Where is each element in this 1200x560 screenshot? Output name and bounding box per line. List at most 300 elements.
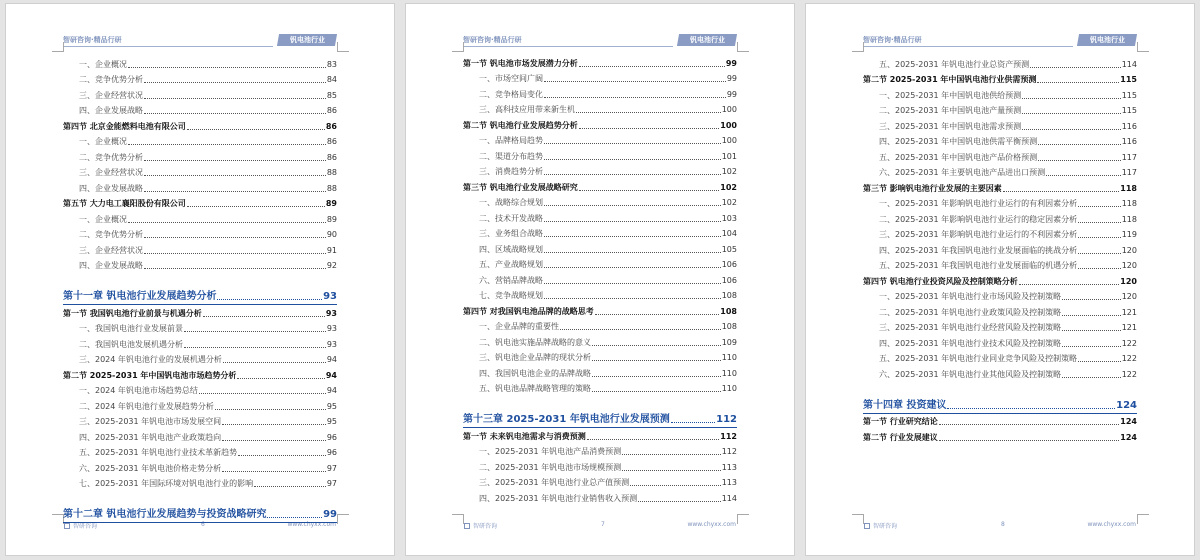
toc-page-number: 102: [721, 198, 737, 207]
toc-page-number: 93: [323, 291, 337, 302]
toc-page-number: 110: [721, 384, 737, 393]
toc-section[interactable]: [863, 70, 1137, 86]
footer-url[interactable]: www.chyxx.com: [1087, 521, 1136, 528]
corner-mark: [737, 42, 749, 52]
toc-item[interactable]: [863, 116, 1137, 132]
corner-mark: [852, 514, 864, 524]
toc-item[interactable]: [63, 225, 337, 241]
toc-page-number: 122: [1121, 338, 1137, 348]
dot-leader: [630, 485, 721, 486]
corner-mark: [337, 514, 349, 524]
toc-page-number: 102: [721, 167, 737, 176]
toc-title: 第二节 2025-2031 年中国钒电池市场趋势分析: [63, 370, 237, 380]
dot-leader: [238, 455, 326, 456]
header-tab: [1077, 34, 1137, 46]
toc-title: 第十三章 2025-2031 年钒电池行业发展预测: [463, 414, 670, 425]
toc-title: 第四节 对我国钒电池品牌的战略思考: [463, 306, 594, 316]
toc-item[interactable]: [63, 147, 337, 163]
toc-section[interactable]: [863, 412, 1137, 428]
toc-title: 三、钒电池企业品牌的现状分析: [479, 353, 591, 362]
toc-title: 一、2024 年钒电池市场趋势总结: [79, 386, 198, 395]
dot-leader: [187, 206, 325, 207]
toc-page-number: 110: [721, 353, 737, 362]
toc-page-number: 120: [1121, 245, 1137, 255]
dot-leader: [267, 517, 322, 518]
toc-item[interactable]: [463, 131, 737, 147]
logo-icon: [864, 523, 870, 529]
document-page: [5, 3, 395, 556]
dot-leader: [128, 67, 326, 68]
toc-title: 一、品牌格局趋势: [479, 136, 543, 145]
dot-leader: [544, 143, 721, 144]
toc-title: 七、2025-2031 年国际环境对钒电池行业的影响: [79, 479, 254, 488]
dot-leader: [222, 424, 326, 425]
toc-title: 一、2025-2031 年中国钒电池供给预测: [879, 90, 1022, 100]
toc-page-number: 116: [1121, 121, 1137, 131]
dot-leader: [544, 174, 721, 175]
dot-leader: [222, 471, 326, 472]
toc-section[interactable]: [63, 365, 337, 381]
dot-leader: [144, 237, 326, 238]
toc-title: 二、竞争优势分析: [79, 152, 143, 162]
toc-item[interactable]: [463, 84, 737, 100]
toc-page-number: 88: [326, 183, 337, 193]
toc-page-number: 120: [1121, 261, 1137, 270]
toc-page-number: 109: [721, 337, 737, 347]
toc-title: 第十二章 钒电池行业发展趋势与投资战略研究: [63, 509, 267, 520]
toc-page-number: 124: [1116, 399, 1137, 411]
toc-section[interactable]: [463, 426, 737, 442]
toc-item[interactable]: [463, 379, 737, 395]
toc-title: 一、2025-2031 年钒电池行业市场风险及控制策略: [879, 292, 1062, 301]
toc-item[interactable]: [463, 239, 737, 255]
dot-leader: [576, 112, 721, 113]
dot-leader: [1078, 222, 1121, 223]
dot-leader: [544, 81, 726, 82]
header-tab-label: 钒电池行业: [289, 36, 325, 44]
toc-item[interactable]: [63, 240, 337, 256]
header-tab: [677, 34, 737, 46]
dot-leader: [587, 439, 720, 440]
toc-page-number: 93: [326, 324, 337, 333]
dot-leader: [592, 391, 721, 392]
dot-leader: [1078, 268, 1121, 269]
dot-leader: [1022, 98, 1121, 99]
toc-item[interactable]: [63, 319, 337, 335]
toc-item[interactable]: [63, 350, 337, 366]
toc-title: 二、2025-2031 年影响钒电池行业运行的稳定因素分析: [879, 214, 1078, 224]
toc-section[interactable]: [863, 178, 1137, 194]
toc-item[interactable]: [63, 412, 337, 428]
toc-page-number: 121: [1121, 323, 1137, 332]
toc-title: 一、市场空间广阔: [479, 74, 543, 83]
dot-leader: [622, 470, 721, 471]
toc-page-number: 102: [720, 182, 737, 192]
toc-page-number: 112: [721, 447, 737, 456]
toc-item[interactable]: [463, 255, 737, 271]
toc-page-number: 90: [326, 230, 337, 239]
toc-item[interactable]: [63, 381, 337, 397]
toc-item[interactable]: [463, 488, 737, 504]
toc-title: 一、战略综合规划: [479, 198, 543, 207]
toc-page-number: 86: [326, 152, 337, 162]
toc-item[interactable]: [463, 224, 737, 240]
toc-item[interactable]: [463, 457, 737, 473]
toc-page-number: 106: [721, 260, 737, 269]
toc-item[interactable]: [63, 209, 337, 225]
toc-title: 一、我国钒电池行业发展前景: [79, 324, 183, 333]
toc-item[interactable]: [463, 208, 737, 224]
toc-page-number: 113: [721, 478, 737, 487]
toc-page-number: 117: [1121, 152, 1137, 162]
toc-title: 第三节 影响钒电池行业发展的主要因素: [863, 183, 1002, 193]
page-number: 6: [201, 521, 205, 528]
toc-item[interactable]: [863, 318, 1137, 334]
dot-leader: [544, 159, 721, 160]
header-tab-label: 钒电池行业: [689, 36, 725, 44]
document-page: [805, 3, 1195, 556]
toc-title: 六、2025-2031 年钒电池行业其他风险及控制策略: [879, 369, 1062, 379]
toc-page-number: 108: [721, 291, 737, 300]
toc-item[interactable]: [463, 473, 737, 489]
toc-title: 第一节 未来钒电池需求与消费预测: [463, 431, 586, 441]
toc-title: 二、2024 年钒电池行业发展趋势分析: [79, 401, 214, 411]
toc-page-number: 115: [1120, 75, 1137, 84]
toc-page-number: 122: [1121, 369, 1137, 379]
dot-leader: [144, 113, 326, 114]
dot-leader: [1038, 160, 1121, 161]
toc-page-number: 110: [721, 368, 737, 378]
toc-title: 四、2025-2031 年钒电池产业政策趋向: [79, 432, 222, 442]
toc-page-number: 91: [326, 245, 337, 255]
dot-leader: [579, 190, 720, 191]
header-tab: [277, 34, 337, 46]
toc-title: 五、2025-2031 年我国钒电池行业发展面临的机遇分析: [879, 261, 1078, 270]
toc-page-number: 93: [325, 308, 337, 318]
dot-leader: [144, 253, 326, 254]
toc-title: 三、消费趋势分析: [479, 167, 543, 176]
toc-item[interactable]: [863, 147, 1137, 163]
toc-item[interactable]: [863, 163, 1137, 179]
toc-section[interactable]: [863, 427, 1137, 443]
header-divider: [863, 46, 1073, 47]
toc-section[interactable]: [863, 271, 1137, 287]
toc-title: 五、2025-2031 年中国钒电池产品价格预测: [879, 152, 1038, 162]
toc-page-number: 115: [1121, 90, 1137, 100]
toc-page-number: 118: [1121, 199, 1137, 208]
toc-page-number: 108: [721, 322, 737, 331]
toc-item[interactable]: [463, 348, 737, 364]
dot-leader: [544, 236, 721, 237]
dot-leader: [544, 252, 721, 253]
dot-leader: [579, 66, 725, 67]
toc-chapter[interactable]: [63, 283, 337, 305]
toc-title: 一、企业概况: [79, 59, 127, 69]
toc-page-number: 85: [326, 90, 337, 100]
toc-section[interactable]: [463, 53, 737, 69]
toc-title: 四、2025-2031 年我国钒电池行业发展面临的挑战分析: [879, 245, 1078, 255]
toc-title: 第二节 行业发展建议: [863, 432, 938, 442]
toc-title: 第二节 2025-2031 年中国钒电池行业供需预测: [863, 75, 1037, 84]
toc-page-number: 105: [721, 244, 737, 254]
toc-page-number: 120: [1121, 292, 1137, 301]
document-page: [405, 3, 795, 556]
toc-title: 第五节 大力电工襄阳股份有限公司: [63, 199, 186, 208]
logo-icon: [64, 523, 70, 529]
toc-page-number: 106: [721, 275, 737, 285]
footer-url[interactable]: www.chyxx.com: [687, 521, 736, 528]
header-logo: 智研咨询·精品行研: [63, 36, 122, 44]
toc-item[interactable]: [863, 287, 1137, 303]
toc-title: 三、2025-2031 年中国钒电池需求预测: [879, 121, 1022, 131]
toc-item[interactable]: [63, 474, 337, 490]
toc-page-number: 100: [721, 136, 737, 145]
toc-item[interactable]: [463, 332, 737, 348]
toc-item[interactable]: [463, 442, 737, 458]
toc-page-number: 119: [1121, 230, 1137, 239]
dot-leader: [939, 424, 1120, 425]
toc-title: 三、高科技应用带来新生机: [479, 105, 575, 114]
toc-title: 二、2025-2031 年钒电池市场规模预测: [479, 462, 622, 472]
dot-leader: [144, 98, 326, 99]
toc-page-number: 118: [1121, 214, 1137, 224]
toc-page-number: 96: [326, 448, 337, 457]
toc-page-number: 114: [1121, 59, 1137, 69]
toc-title: 七、竞争战略规划: [479, 291, 543, 300]
toc-item[interactable]: [863, 85, 1137, 101]
toc-item[interactable]: [63, 85, 337, 101]
toc-item[interactable]: [863, 349, 1137, 365]
toc-page-number: 104: [721, 229, 737, 238]
toc-item[interactable]: [63, 101, 337, 117]
toc-title: 第二节 钒电池行业发展趋势分析: [463, 120, 578, 130]
toc-page-number: 114: [721, 493, 737, 503]
toc-title: 第十一章 钒电池行业发展趋势分析: [63, 291, 217, 302]
toc-page-number: 89: [326, 214, 337, 224]
toc-page-number: 92: [326, 261, 337, 270]
toc-page-number: 94: [325, 370, 337, 380]
dot-leader: [215, 409, 326, 410]
toc-page-number: 122: [1121, 354, 1137, 363]
dot-leader: [1003, 191, 1120, 192]
toc-item[interactable]: [863, 209, 1137, 225]
toc-chapter[interactable]: [463, 406, 737, 428]
dot-leader: [595, 314, 720, 315]
dot-leader: [128, 144, 326, 145]
toc-item[interactable]: [463, 146, 737, 162]
dot-leader: [544, 283, 721, 284]
toc-page-number: 99: [323, 509, 337, 520]
toc-item[interactable]: [863, 194, 1137, 210]
dot-leader: [1062, 299, 1121, 300]
footer-logo-text: 智研咨询: [73, 523, 98, 530]
toc-item[interactable]: [863, 364, 1137, 380]
toc-page-number: 124: [1120, 417, 1137, 426]
dot-leader: [254, 486, 326, 487]
toc-section[interactable]: [463, 301, 737, 317]
toc-section[interactable]: [63, 194, 337, 210]
toc-page-number: 86: [326, 106, 337, 115]
dot-leader: [671, 422, 715, 423]
header-tab-label: 钒电池行业: [1089, 36, 1125, 44]
toc-title: 四、企业发展战略: [79, 106, 143, 115]
footer-url[interactable]: www.chyxx.com: [287, 521, 336, 528]
toc-page-number: 116: [1121, 137, 1137, 146]
dot-leader: [144, 268, 326, 269]
dot-leader: [128, 222, 326, 223]
toc-item[interactable]: [63, 70, 337, 86]
toc-title: 三、2025-2031 年钒电池行业总产值预测: [479, 478, 630, 487]
dot-leader: [947, 408, 1115, 409]
toc-item[interactable]: [863, 225, 1137, 241]
toc-section[interactable]: [63, 303, 337, 319]
toc-section[interactable]: [463, 177, 737, 193]
toc-page-number: 118: [1120, 183, 1137, 193]
dot-leader: [144, 82, 326, 83]
toc-section[interactable]: [463, 115, 737, 131]
toc-item[interactable]: [463, 193, 737, 209]
corner-mark: [1137, 42, 1149, 52]
dot-leader: [544, 205, 721, 206]
toc-title: 第一节 钒电池市场发展潜力分析: [463, 58, 578, 68]
corner-mark: [452, 42, 464, 52]
dot-leader: [544, 221, 721, 222]
footer-logo-text: 智研咨询: [473, 523, 498, 530]
footer-logo-text: 智研咨询: [873, 523, 898, 530]
toc-title: 二、竞争优势分析: [79, 75, 143, 84]
toc-item[interactable]: [863, 101, 1137, 117]
table-of-contents: [63, 54, 337, 521]
toc-title: 六、2025-2031 年主要钒电池产品进出口预测: [879, 168, 1046, 177]
toc-item[interactable]: [463, 317, 737, 333]
toc-title: 五、钒电池品牌战略管理的策略: [479, 384, 591, 393]
toc-title: 第四节 北京金能燃料电池有限公司: [63, 121, 186, 131]
toc-item[interactable]: [463, 100, 737, 116]
toc-page-number: 86: [326, 137, 337, 146]
toc-item[interactable]: [863, 302, 1137, 318]
dot-leader: [1078, 237, 1121, 238]
table-of-contents: [463, 53, 737, 504]
toc-title: 二、钒电池实施品牌战略的意义: [479, 337, 591, 347]
dot-leader: [622, 454, 721, 455]
toc-page-number: 94: [326, 386, 337, 395]
toc-title: 四、企业发展战略: [79, 261, 143, 270]
toc-section[interactable]: [63, 116, 337, 132]
toc-title: 二、技术开发战略: [479, 213, 543, 223]
toc-title: 四、我国钒电池企业的品牌战略: [479, 368, 591, 378]
dot-leader: [1062, 330, 1121, 331]
toc-page-number: 96: [326, 432, 337, 442]
dot-leader: [223, 362, 326, 363]
dot-leader: [1046, 175, 1121, 176]
toc-page-number: 99: [726, 74, 737, 83]
dot-leader: [187, 129, 325, 130]
toc-page-number: 103: [721, 213, 737, 223]
toc-item[interactable]: [463, 69, 737, 85]
dot-leader: [592, 345, 721, 346]
dot-leader: [1078, 253, 1121, 254]
toc-chapter[interactable]: [63, 501, 337, 523]
dot-leader: [592, 360, 721, 361]
dot-leader: [144, 175, 326, 176]
dot-leader: [217, 299, 322, 300]
logo-icon: [464, 523, 470, 529]
toc-title: 第三节 钒电池行业发展战略研究: [463, 182, 578, 192]
page-number: 8: [1001, 521, 1005, 528]
toc-title: 三、2024 年钒电池行业的发展机遇分析: [79, 355, 222, 364]
dot-leader: [222, 440, 326, 441]
toc-title: 三、企业经营状况: [79, 245, 143, 255]
toc-item[interactable]: [463, 286, 737, 302]
toc-page-number: 97: [326, 463, 337, 473]
dot-leader: [939, 440, 1120, 441]
toc-page-number: 95: [326, 417, 337, 426]
header-divider: [63, 46, 273, 47]
toc-item[interactable]: [863, 132, 1137, 148]
toc-item[interactable]: [463, 162, 737, 178]
toc-page-number: 120: [1120, 276, 1137, 286]
dot-leader: [1019, 284, 1120, 285]
toc-item[interactable]: [63, 443, 337, 459]
toc-item[interactable]: [63, 54, 337, 70]
toc-page-number: 99: [726, 89, 737, 99]
toc-title: 二、渠道分布趋势: [479, 151, 543, 161]
toc-item[interactable]: [863, 240, 1137, 256]
toc-item[interactable]: [63, 334, 337, 350]
toc-title: 二、竞争优势分析: [79, 230, 143, 239]
toc-item[interactable]: [63, 396, 337, 412]
toc-title: 一、2025-2031 年影响钒电池行业运行的有利因素分析: [879, 199, 1078, 208]
toc-item[interactable]: [463, 270, 737, 286]
toc-title: 六、2025-2031 年钒电池价格走势分析: [79, 463, 222, 473]
toc-title: 四、2025-2031 年钒电池行业技术风险及控制策略: [879, 338, 1062, 348]
toc-page-number: 124: [1120, 432, 1137, 442]
toc-page-number: 117: [1121, 168, 1137, 177]
dot-leader: [1030, 67, 1121, 68]
toc-page-number: 100: [721, 105, 737, 114]
toc-page-number: 112: [720, 431, 737, 441]
toc-item[interactable]: [863, 54, 1137, 70]
toc-item[interactable]: [463, 363, 737, 379]
toc-page-number: 83: [326, 59, 337, 69]
toc-page-number: 89: [325, 199, 337, 208]
toc-title: 二、2025-2031 年钒电池行业政策风险及控制策略: [879, 307, 1062, 317]
toc-title: 三、企业经营状况: [79, 90, 143, 100]
toc-title: 第十四章 投资建议: [863, 399, 947, 411]
toc-item[interactable]: [63, 178, 337, 194]
toc-title: 一、企业概况: [79, 137, 127, 146]
dot-leader: [1078, 206, 1121, 207]
toc-item[interactable]: [63, 256, 337, 272]
dot-leader: [560, 329, 721, 330]
dot-leader: [1022, 129, 1121, 130]
toc-item[interactable]: [863, 333, 1137, 349]
toc-item[interactable]: [63, 427, 337, 443]
toc-chapter[interactable]: [863, 392, 1137, 414]
dot-leader: [1062, 315, 1121, 316]
toc-item[interactable]: [63, 458, 337, 474]
toc-item[interactable]: [863, 256, 1137, 272]
toc-title: 四、区域战略规划: [479, 244, 543, 254]
corner-mark: [52, 42, 64, 52]
toc-title: 二、竞争格局变化: [479, 89, 543, 99]
toc-title: 三、2025-2031 年钒电池市场发展空间: [79, 417, 222, 426]
toc-item[interactable]: [63, 132, 337, 148]
table-of-contents: [863, 54, 1137, 443]
toc-title: 一、2025-2031 年钒电池产品消费预测: [479, 447, 622, 456]
toc-item[interactable]: [63, 163, 337, 179]
toc-page-number: 99: [725, 58, 737, 68]
